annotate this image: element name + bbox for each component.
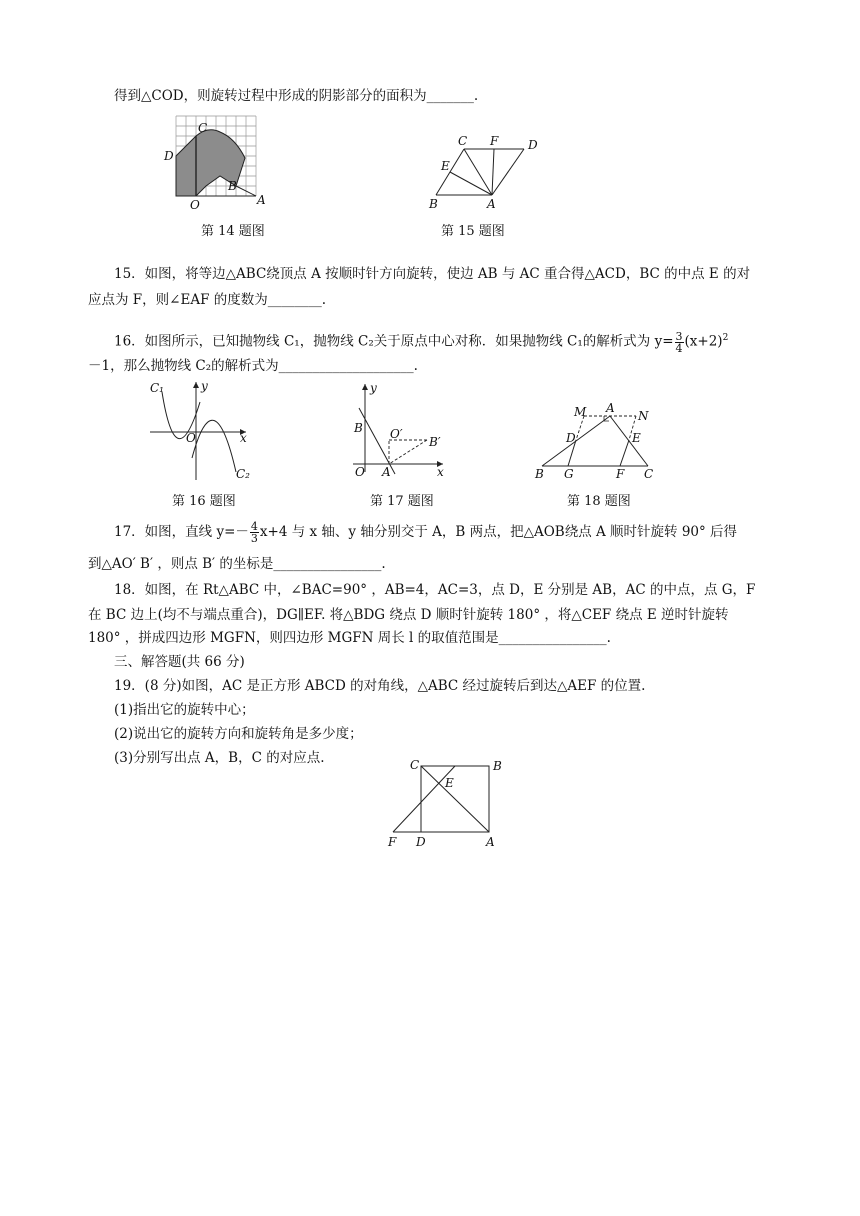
q16-line1: 16．如图所示，已知抛物线 C₁，抛物线 C₂关于原点中心对称．如果抛物线 C₁的解析式为 y= $\frac{3}{4}$ $(x+2)^2$: [114, 329, 729, 355]
q16-fraction: $\frac{3}{4}$: [675, 329, 683, 355]
caption-fig17: 第 17 题图: [370, 494, 434, 509]
q18-line2: 在 BC 边上(均不与端点重合)，DG∥EF. 将△BDG 绕点 D 顺时针旋转 180° ，将△CEF 绕点 E 逆时针旋转: [88, 607, 729, 623]
fig19-label-e: E: [445, 776, 454, 790]
figure-17: [345, 378, 450, 483]
fig18-label-c: C: [644, 467, 654, 481]
caption-fig16: 第 16 题图: [172, 494, 236, 509]
fig19-label-d: D: [416, 835, 426, 849]
caption-fig14: 第 14 题图: [201, 224, 265, 239]
fig18-label-m: M: [574, 405, 587, 419]
q15-line2: 应点为 F，则∠EAF 的度数为________.: [88, 292, 327, 308]
figure-14: [160, 110, 270, 210]
figure-15: [425, 130, 550, 210]
fig16-label-y: y: [201, 380, 208, 393]
fig14-label-d: D: [164, 149, 174, 163]
fig19-label-c: C: [410, 758, 420, 772]
caption-fig15: 第 15 题图: [441, 224, 505, 239]
fig18-label-n: N: [638, 409, 649, 423]
figure-18: [532, 402, 662, 482]
q17-line2: 到△AO′ B′ ，则点 B′ 的坐标是________________.: [88, 556, 386, 572]
fig15-label-a: A: [487, 197, 496, 210]
q19-sub1: (1)指出它的旋转中心；: [114, 702, 255, 718]
fig19-label-a: A: [486, 835, 495, 849]
fig15-label-d: D: [528, 138, 538, 152]
q17-line1: 17．如图，直线 y=－ $\frac{4}{3}$ x+4 与 x 轴、y 轴分别交于 A，B 两点，把△AOB绕点 A 顺时针旋转 90° 后得: [114, 520, 738, 545]
fig18-label-e: E: [632, 431, 641, 445]
fig14-label-o: O: [190, 198, 200, 210]
fig17-label-y: y: [370, 381, 377, 395]
q16-line2: －1，那么抛物线 C₂的解析式为____________________.: [88, 358, 418, 374]
fig14-label-a: A: [257, 193, 266, 207]
q14-tail: 得到△COD，则旋转过程中形成的阴影部分的面积为_______.: [114, 88, 479, 104]
fig19-label-b: B: [493, 759, 502, 773]
figure-16: [148, 380, 258, 485]
fig16-label-c1: C₁: [150, 381, 164, 395]
fig16-label-x: x: [240, 431, 247, 445]
fig15-label-c: C: [458, 134, 468, 148]
fig17-label-o-prime: O′: [390, 427, 403, 441]
fig16-label-c2: C₂: [236, 467, 250, 481]
fig18-label-a: A: [606, 402, 615, 415]
fig17-label-b-prime: B′: [429, 435, 441, 449]
q19-sub2: (2)说出它的旋转方向和旋转角是多少度；: [114, 726, 363, 742]
fig18-label-b: B: [535, 467, 544, 481]
caption-fig18: 第 18 题图: [567, 494, 631, 509]
fig18-label-d: D: [566, 431, 576, 445]
fig14-label-c: C: [198, 121, 208, 135]
fig18-label-g: G: [564, 467, 574, 481]
fig17-label-o: O: [355, 465, 365, 479]
q18-line3: 180° ，拼成四边形 MGFN，则四边形 MGFN 周长 l 的取值范围是________________.: [88, 630, 611, 646]
section-3-heading: 三、解答题(共 66 分): [114, 654, 245, 670]
fig19-label-f: F: [388, 835, 397, 849]
fig15-label-f: F: [490, 134, 499, 148]
fig15-label-b: B: [429, 197, 438, 210]
q15-line1: 15．如图，将等边△ABC绕顶点 A 按顺时针方向旋转，使边 AB 与 AC 重合得△ACD，BC 的中点 E 的对: [114, 266, 751, 282]
fig17-label-a: A: [382, 465, 391, 479]
fig17-label-b: B: [354, 421, 363, 435]
q18-line1: 18．如图，在 Rt△ABC 中，∠BAC=90° ，AB=4，AC=3，点 D，E 分别是 AB，AC 的中点，点 G，F: [114, 582, 756, 598]
fig14-label-b: B: [228, 179, 237, 193]
fig16-label-o: O: [186, 431, 196, 445]
q19-sub3: (3)分别写出点 A，B，C 的对应点.: [114, 750, 325, 766]
q19-line1: 19．(8 分)如图，AC 是正方形 ABCD 的对角线，△ABC 经过旋转后到达△AEF 的位置.: [114, 678, 646, 694]
fig15-label-e: E: [441, 159, 450, 173]
figure-19: [383, 756, 508, 851]
q16-line1-pre: 16．如图所示，已知抛物线 C₁，抛物线 C₂关于原点中心对称．如果抛物线 C₁的解析式为 y=: [114, 333, 674, 350]
fig17-label-x: x: [437, 465, 444, 479]
fig18-label-f: F: [616, 467, 625, 481]
q17-fraction: $\frac{4}{3}$: [250, 520, 258, 545]
q17-line1-pre: 17．如图，直线 y=－: [114, 524, 249, 540]
